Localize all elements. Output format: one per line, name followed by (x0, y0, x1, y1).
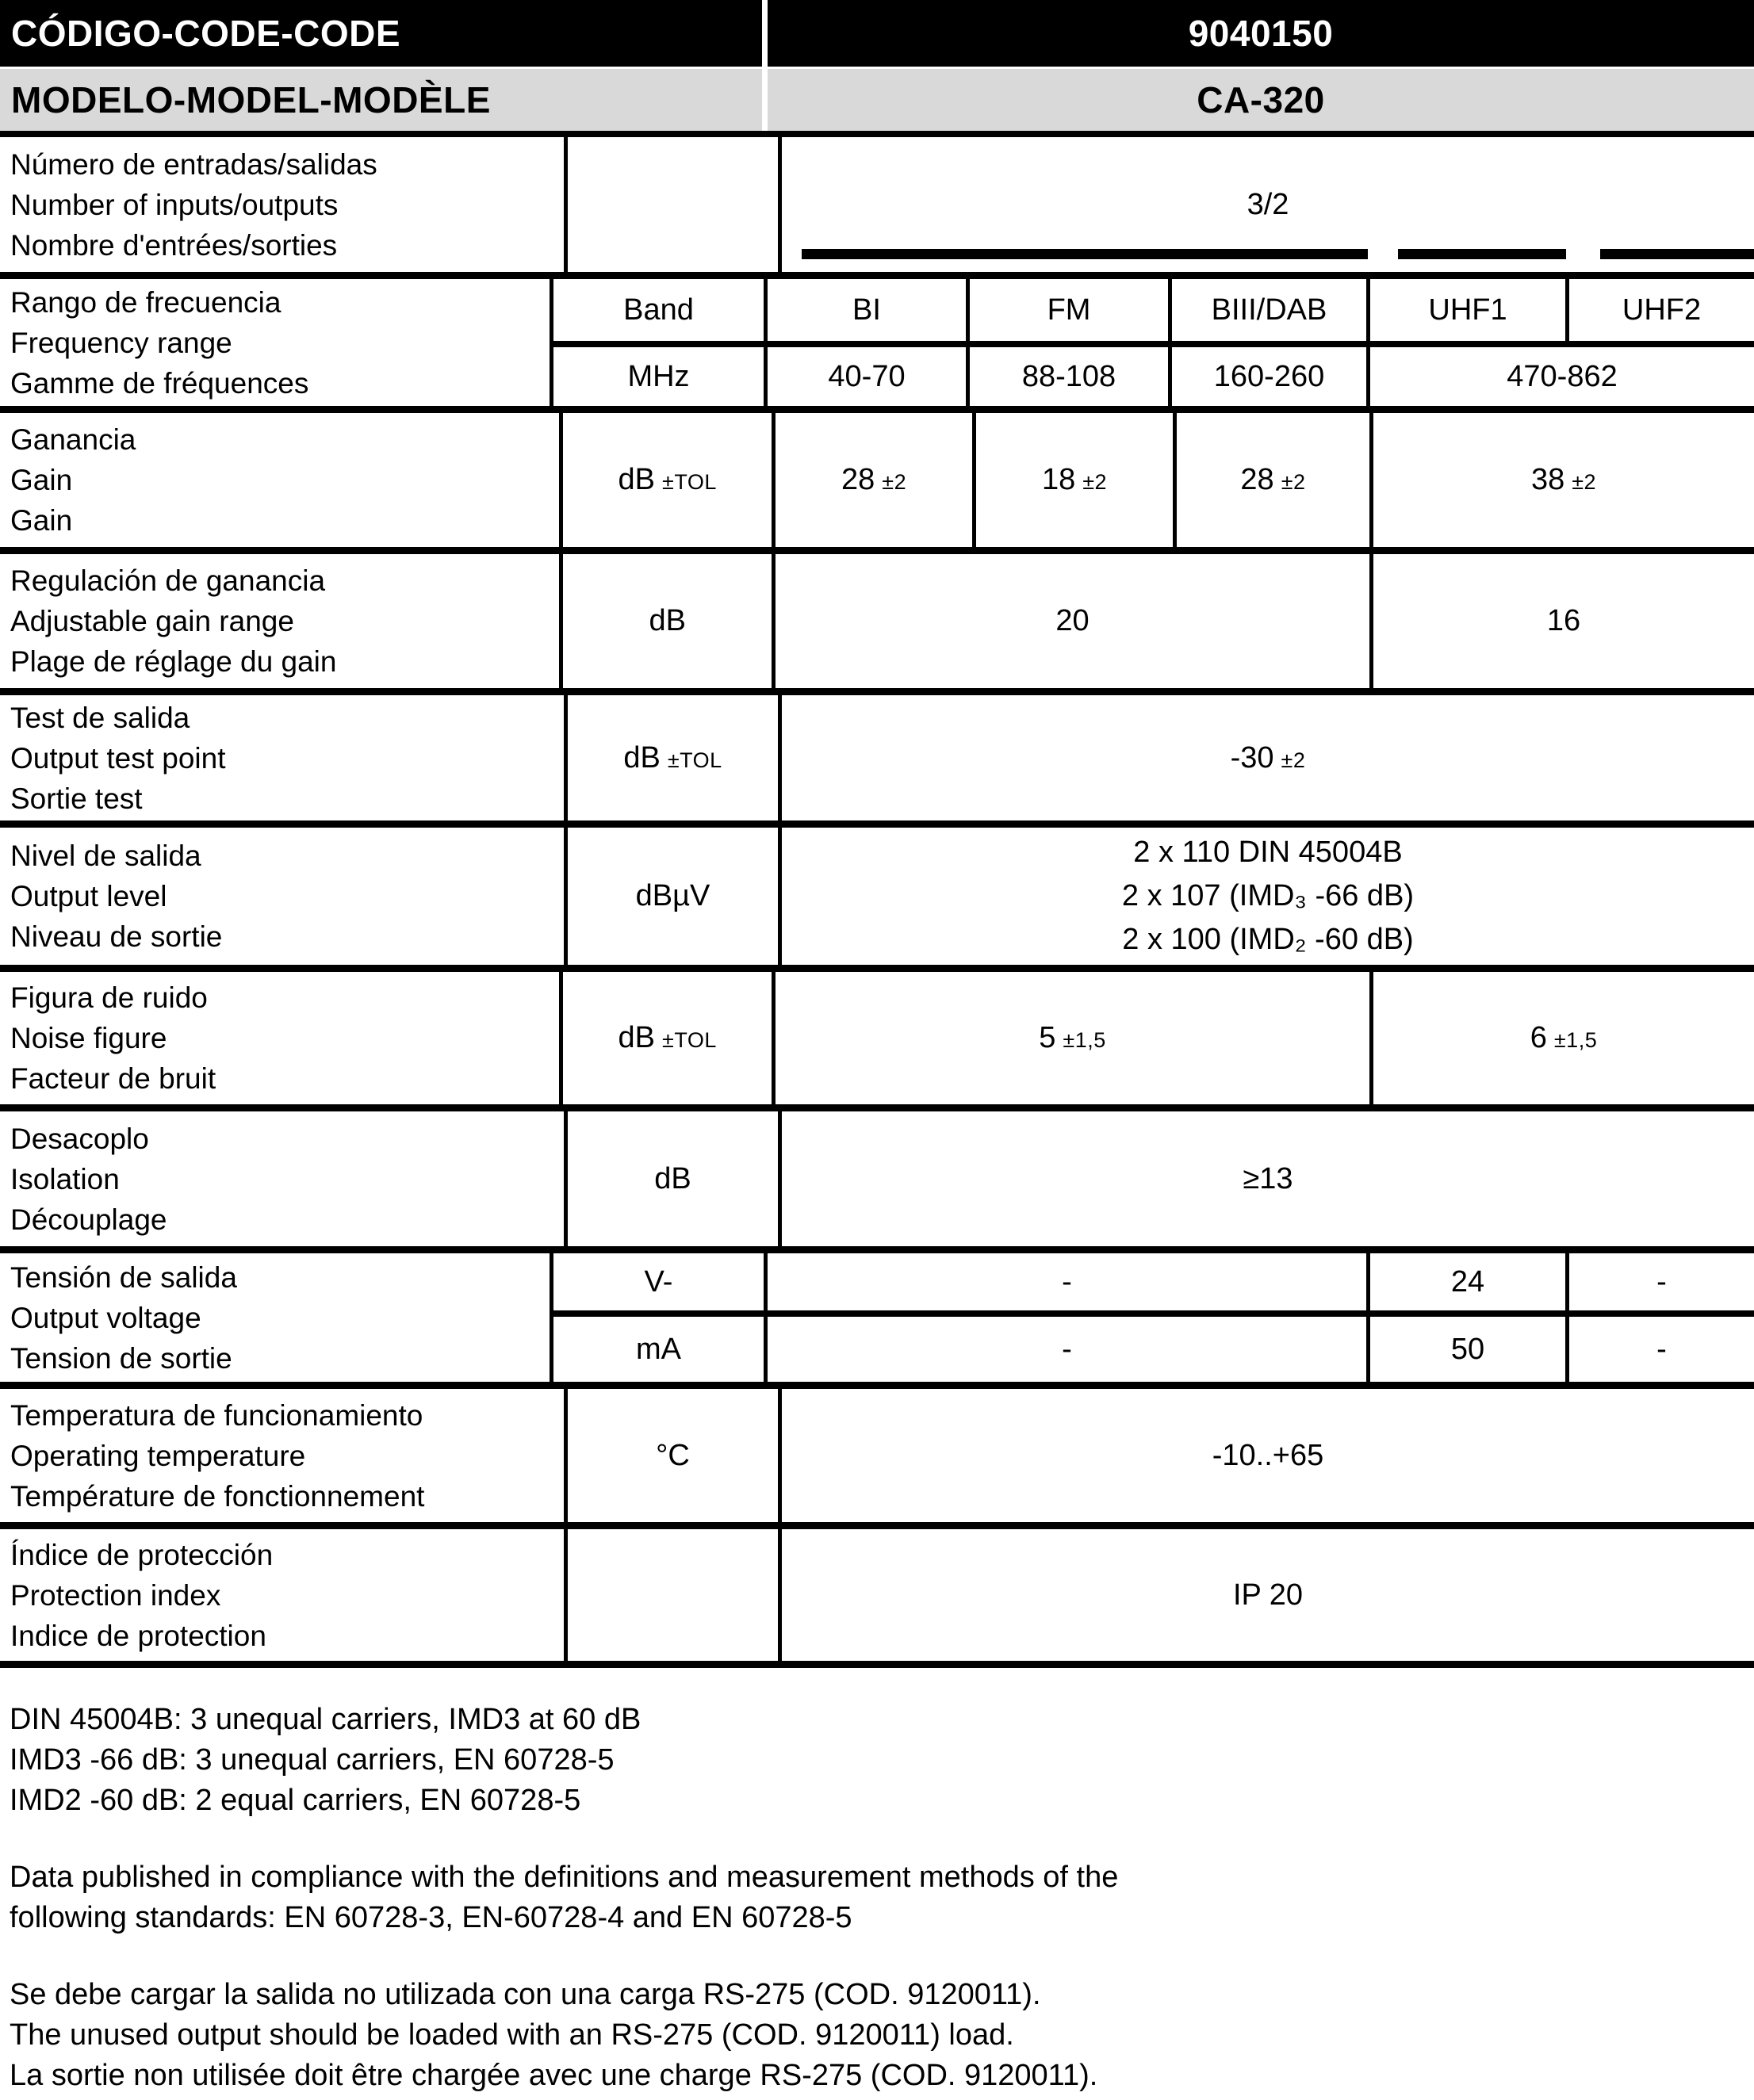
isolation-unit-cell: dB (568, 1111, 782, 1246)
footnote-line: DIN 45004B: 3 unequal carriers, IMD3 at 60 dB (10, 1703, 641, 1736)
label-fr: Gamme de fréquences (10, 366, 309, 400)
range-fm: 88-108 (970, 347, 1172, 406)
footnote-line: Se debe cargar la salida no utilizada con una carga RS-275 (COD. 9120011). (10, 1978, 1041, 2011)
label-fr: Tension de sortie (10, 1341, 232, 1375)
noise-figure-unit-cell: dB ±TOL (563, 972, 776, 1104)
band-fm: FM (970, 279, 1172, 341)
label-fr: Sortie test (10, 782, 143, 815)
model-value-cell (768, 69, 1754, 131)
label-es: Figura de ruido (10, 981, 208, 1014)
label-fr: Découplage (10, 1203, 167, 1236)
range-bi: 40-70 (768, 347, 970, 406)
band-unit-cell: Band (553, 279, 768, 341)
current-uhf1-cell: 50 (1370, 1317, 1569, 1382)
gain-bi-cell: 28 ±2 (776, 413, 976, 547)
row-gain-adjust (0, 547, 1754, 688)
label-es: Test de salida (10, 701, 190, 734)
label-es: Índice de protección (10, 1538, 274, 1571)
voltage-subrows (553, 1253, 1754, 1382)
gain-biii-cell: 28 ±2 (1177, 413, 1373, 547)
label-fr: Indice de protection (10, 1619, 266, 1652)
label-en: Frequency range (10, 326, 232, 359)
row-protection (0, 1522, 1754, 1668)
temperature-unit-cell: °C (568, 1389, 782, 1522)
label-es: Nivel de salida (10, 840, 201, 872)
footnote-line: The unused output should be loaded with an RS-275 (COD. 9120011) load. (10, 2018, 1014, 2052)
label-en: Operating temperature (10, 1439, 306, 1472)
footnote-load (10, 1975, 1746, 2096)
noise-vhf-cell: 5 ±1,5 (776, 972, 1373, 1104)
label-fr: Gain (10, 504, 73, 537)
io-label-cell (0, 137, 568, 272)
band-subrow (553, 279, 1754, 341)
gain-unit-tol: ±TOL (662, 470, 717, 494)
current-vhf-cell: - (768, 1317, 1370, 1382)
temperature-label-cell (0, 1389, 568, 1522)
gain-unit: dB (618, 463, 655, 496)
gain-adjust-uhf-cell: 16 (1546, 604, 1581, 637)
isolation-value-cell: ≥13 (1243, 1161, 1293, 1195)
footnote-line: La sortie non utilisée doit être chargée avec une charge RS-275 (COD. 9120011). (10, 2059, 1098, 2092)
label-fr: Niveau de sortie (10, 920, 223, 953)
band-bi: BI (768, 279, 970, 341)
noise-uhf-cell: 6 ±1,5 (1530, 1021, 1598, 1054)
frequency-subrows (553, 279, 1754, 406)
label-es: Desacoplo (10, 1122, 149, 1155)
current-subrow (553, 1310, 1754, 1382)
code-value-cell (768, 0, 1754, 67)
volt-unit-cell: V- (553, 1253, 768, 1310)
label-fr: Facteur de bruit (10, 1062, 216, 1095)
noise-figure-label-cell (0, 972, 563, 1104)
volt-uhf2-cell: - (1656, 1264, 1667, 1299)
row-output-level (0, 820, 1754, 965)
output-level-line-3: 2 x 100 (IMD₂ -60 dB) (1122, 923, 1414, 956)
io-unit-cell-empty (568, 137, 782, 272)
model-row (0, 69, 1754, 131)
output-level-unit-cell: dBµV (568, 828, 782, 965)
label-fr: Plage de réglage du gain (10, 645, 337, 678)
label-en: Output voltage (10, 1301, 201, 1334)
gain-unit-cell (563, 413, 776, 547)
output-level-value-cell (782, 828, 1754, 965)
test-output-label-cell (0, 695, 568, 820)
footnote-compliance (10, 1857, 1746, 1938)
volt-subrow (553, 1253, 1754, 1310)
model-label-cell (0, 69, 768, 131)
test-output-unit-cell: dB ±TOL (568, 695, 782, 820)
label-en: Gain (10, 464, 73, 496)
label-es: Ganancia (10, 423, 136, 456)
footnote-line: following standards: EN 60728-3, EN-60728-4 and EN 60728-5 (10, 1901, 852, 1934)
mhz-subrow (553, 341, 1754, 406)
volt-vhf-cell: - (768, 1253, 1370, 1310)
label-es: Regulación de ganancia (10, 564, 326, 597)
current-unit-cell: mA (553, 1317, 768, 1382)
output-level-line-2: 2 x 107 (IMD₃ -66 dB) (1121, 879, 1415, 912)
label-es: Temperatura de funcionamiento (10, 1398, 423, 1432)
protection-value-cell: IP 20 (1232, 1578, 1304, 1612)
code-value: 9040150 (1188, 13, 1334, 54)
band-uhf2: UHF2 (1622, 293, 1702, 327)
protection-unit-cell-empty (568, 1529, 782, 1661)
gain-uhf-cell: 38 ±2 (1530, 463, 1597, 496)
footnote-line: IMD2 -60 dB: 2 equal carriers, EN 60728-5 (10, 1784, 581, 1817)
input-group-bar-uhf1 (1398, 249, 1566, 259)
model-value: CA-320 (1197, 79, 1325, 120)
row-output-voltage (0, 1246, 1754, 1382)
footnote-line: IMD3 -66 dB: 3 unequal carriers, EN 60728-5 (10, 1743, 615, 1777)
label-en: Noise figure (10, 1022, 167, 1054)
label-es: Rango de frecuencia (10, 285, 281, 319)
mhz-unit-cell: MHz (553, 347, 768, 406)
band-biii-dab: BIII/DAB (1172, 279, 1370, 341)
label-en: Protection index (10, 1578, 221, 1612)
label-fr: Température de fonctionnement (10, 1479, 425, 1513)
isolation-label-cell (0, 1111, 568, 1246)
row-noise-figure (0, 965, 1754, 1104)
code-row (0, 0, 1754, 67)
gain-fm-cell: 18 ±2 (976, 413, 1177, 547)
output-voltage-label-cell (0, 1253, 553, 1382)
input-group-bar-uhf2 (1600, 249, 1754, 259)
gain-adjust-vhf-cell: 20 (776, 554, 1373, 688)
label-en: Output level (10, 880, 167, 912)
label-es: Tensión de salida (10, 1260, 237, 1294)
output-level-label-cell (0, 828, 568, 965)
footnote-imd (10, 1700, 1746, 1821)
row-gain (0, 406, 1754, 547)
gain-adjust-unit-cell: dB (563, 554, 776, 688)
gain-label-cell (0, 413, 563, 547)
range-uhf: 470-862 (1507, 359, 1618, 393)
gain-adjust-label-cell (0, 554, 563, 688)
io-value: 3/2 (1247, 187, 1289, 221)
label-fr: Nombre d'entrées/sorties (10, 228, 338, 262)
code-label-cell (0, 0, 768, 67)
label-en: Number of inputs/outputs (10, 188, 339, 221)
label-en: Isolation (10, 1162, 120, 1195)
current-uhf2-cell: - (1656, 1332, 1667, 1366)
model-label: MODELO-MODEL-MODÈLE (11, 79, 491, 120)
temperature-value-cell: -10..+65 (1212, 1438, 1324, 1472)
input-group-bar-vhf (802, 249, 1368, 259)
protection-label-cell (0, 1529, 568, 1661)
label-en: Output test point (10, 741, 226, 775)
io-value-cell (782, 137, 1754, 272)
volt-uhf1-cell: 24 (1370, 1253, 1569, 1310)
frequency-label-cell (0, 279, 553, 406)
label-es: Número de entradas/salidas (10, 147, 377, 181)
output-level-line-1: 2 x 110 DIN 45004B (1133, 836, 1403, 869)
row-io (0, 131, 1754, 272)
footnote-line: Data published in compliance with the definitions and measurement methods of the (10, 1861, 1119, 1894)
row-temperature (0, 1382, 1754, 1522)
band-uhf1: UHF1 (1370, 279, 1569, 341)
label-en: Adjustable gain range (10, 605, 294, 637)
code-label: CÓDIGO-CODE-CODE (11, 13, 400, 54)
row-frequency (0, 272, 1754, 406)
row-test-output (0, 688, 1754, 820)
range-biii-dab: 160-260 (1172, 347, 1370, 406)
row-isolation (0, 1104, 1754, 1246)
test-output-value-cell: -30 ±2 (1230, 740, 1306, 775)
footnotes (0, 1668, 1746, 2100)
